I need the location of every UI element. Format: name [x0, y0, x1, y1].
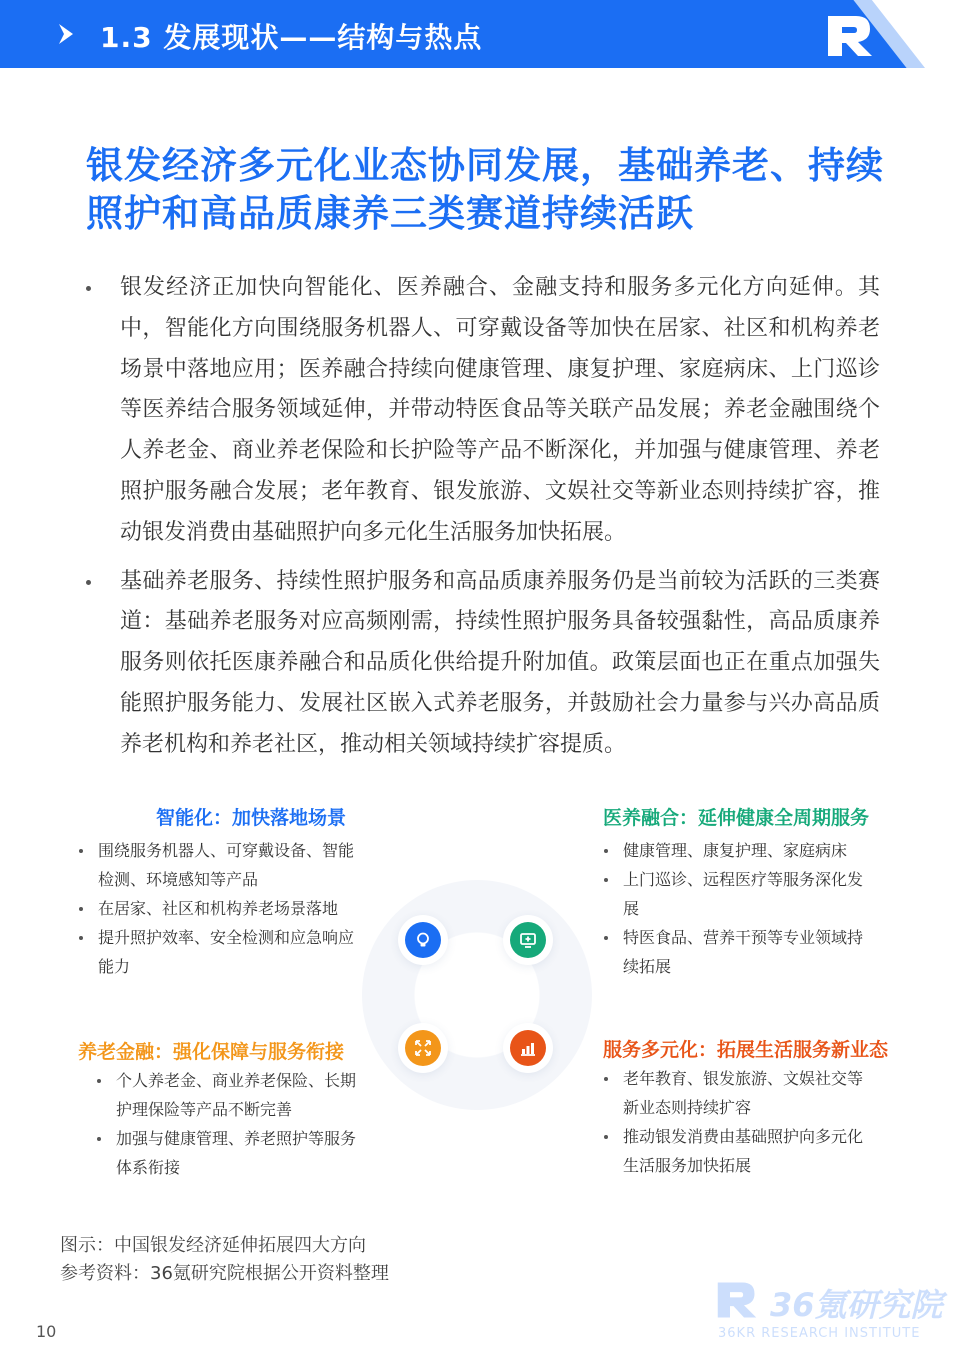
page-number: 10: [36, 1322, 57, 1341]
bullet-dot: [79, 907, 83, 911]
list-item: [601, 1122, 873, 1180]
body-paragraph-1: 银发经济正加快向智能化、医养融合、金融支持和服务多元化方向延伸。其中，智能化方向围绕服务机器人、可穿戴设备等加快在居家、社区和机构养老场景中落地应用；医养融合持续向健康管理、康复护理、家庭病床、上门巡诊等医养结合服务领域延伸，并带动特医食品等关联产品发展；养老金融围绕个人养老金、商业养老保险和长护险等产品不断深化，并加强与健康管理、养老照护服务融合发展；老年教育、银发旅游、文娱社交等新业态则持续扩容，推动银发消费由基础照护向多元化生活服务加快拓展。: [120, 275, 880, 545]
list-item-text: 上门巡诊、远程医疗等服务深化发展: [623, 870, 864, 918]
list-item: [601, 1064, 873, 1122]
list-item: [76, 836, 360, 894]
quadrant-list-intelligence: [76, 836, 360, 981]
source-caption: 参考资料：36氪研究院根据公开资料整理: [60, 1263, 389, 1284]
list-item-text: 健康管理、康复护理、家庭病床: [623, 841, 848, 860]
quadrant-list-diversification: [601, 1064, 873, 1180]
body-bullet-list: [80, 268, 880, 774]
chevron-right-icon: [56, 22, 78, 46]
list-item: [76, 894, 360, 923]
list-item-text: 个人养老金、商业养老保险、长期护理保险等产品不断完善: [116, 1071, 357, 1119]
intelligence-node: [405, 922, 441, 958]
brand-name-en: 36KR RESEARCH INSTITUTE: [718, 1326, 921, 1341]
bullet-dot: [97, 1079, 101, 1083]
quadrant-list-finance: [94, 1066, 360, 1182]
bullet-dot: [79, 936, 83, 940]
list-item: [601, 865, 873, 923]
footer-brand-logo: [716, 1278, 943, 1350]
body-bullet: [80, 562, 880, 766]
brand-name: 36氪研究院: [770, 1286, 943, 1324]
list-item-text: 围绕服务机器人、可穿戴设备、智能检测、环境感知等产品: [98, 841, 355, 889]
quadrant-title-diversification: 服务多元化：拓展生活服务新业态: [603, 1039, 889, 1061]
growth-chart-icon: [519, 1039, 537, 1057]
medical-screen-icon: [519, 931, 537, 949]
bullet-dot: [79, 849, 83, 853]
quadrant-title-medical: 医养融合：延伸健康全周期服务: [603, 807, 870, 829]
bullet-dot: [604, 878, 608, 882]
quadrant-title-finance: 养老金融：强化保障与服务衔接: [78, 1041, 345, 1063]
bullet-dot: [97, 1137, 101, 1141]
bullet-dot: [86, 286, 91, 291]
quadrant-title-intelligence: 智能化：加快落地场景: [156, 807, 347, 829]
body-paragraph-2: 基础养老服务、持续性照护服务和高品质康养服务仍是当前较为活跃的三类赛道：基础养老服务对应高频刚需，持续性照护服务具备较强黏性，高品质康养服务则依托医康养融合和品质化供给提升附加值。政策层面也正在重点加强失能照护服务能力、发展社区嵌入式养老服务，并鼓励社会力量参与兴办高品质养老机构和养老社区，推动相关领域持续扩容提质。: [120, 568, 880, 757]
quadrant-list-medical: [601, 836, 873, 981]
brand-r-logo: [716, 1280, 758, 1320]
bullet-dot: [604, 1077, 608, 1081]
list-item-text: 老年教育、银发旅游、文娱社交等新业态则持续扩容: [623, 1069, 864, 1117]
bullet-dot: [604, 936, 608, 940]
body-bullet: [80, 268, 880, 554]
list-item: [94, 1066, 360, 1124]
list-item: [94, 1124, 360, 1182]
list-item: [76, 923, 360, 981]
list-item-text: 提升照护效率、安全检测和应急响应能力: [98, 928, 355, 976]
center-ring-graphic: [362, 880, 592, 1110]
brand-r-logo: [826, 14, 874, 58]
bullet-dot: [604, 1135, 608, 1139]
page-headline: 银发经济多元化业态协同发展，基础养老、持续照护和高品质康养三类赛道持续活跃: [86, 144, 884, 235]
bullet-dot: [86, 580, 91, 585]
bullet-dot: [604, 849, 608, 853]
list-item-text: 在居家、社区和机构养老场景落地: [98, 899, 339, 918]
list-item-text: 特医食品、营养干预等专业领域持续拓展: [623, 928, 864, 976]
section-header-bar: [0, 0, 960, 68]
figure-caption: 图示：中国银发经济延伸拓展四大方向: [60, 1235, 366, 1256]
finance-node: [405, 1030, 441, 1066]
lightbulb-icon: [414, 931, 432, 949]
list-item-text: 推动银发消费由基础照护向多元化生活服务加快拓展: [623, 1127, 864, 1175]
list-item: [601, 923, 873, 981]
list-item-text: 加强与健康管理、养老照护等服务体系衔接: [116, 1129, 357, 1177]
section-title: 1.3 发展现状——结构与热点: [100, 21, 483, 54]
list-item: [601, 836, 873, 865]
diversification-node: [510, 1030, 546, 1066]
medical-node: [510, 922, 546, 958]
expand-arrows-icon: [414, 1039, 432, 1057]
